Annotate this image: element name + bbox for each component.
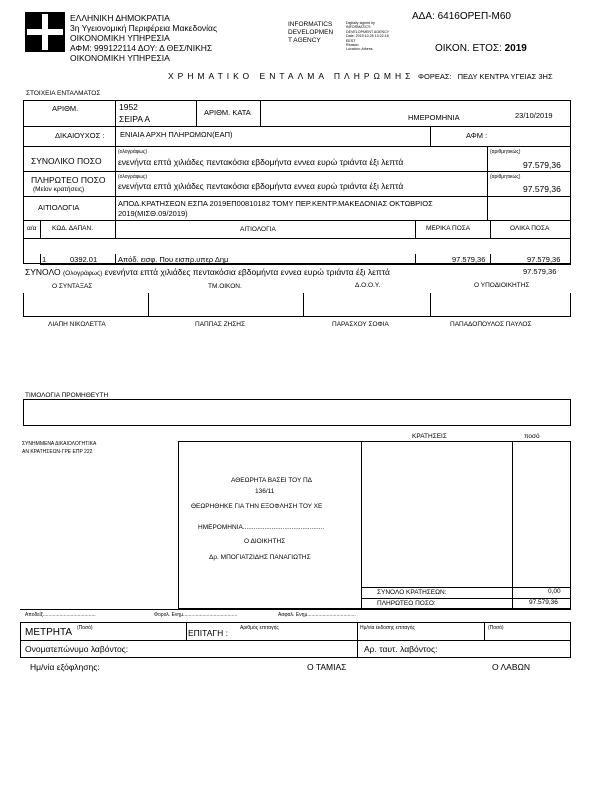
- row-total: 97.579,36: [527, 255, 561, 264]
- year-field: [435, 43, 527, 54]
- aitiologia-line: ΑΠΟΔ.ΚΡΑΤΗΣΕΩΝ ΕΣΠΑ 2019ΕΠ00810182 ΤΟΜΥ ΠΕΡ.ΚΕΝΤΡ.ΜΑΚΕΔΟΝΙΑΣ ΟΚΤΩΒΡΙΟΣ: [118, 199, 433, 208]
- epitagi-label: ΕΠΙΤΑΓΗ :: [188, 628, 228, 638]
- apodeixeis-line: Αποδείξ......................................: [25, 612, 96, 618]
- pliroteo-value: 97.579,36: [529, 599, 558, 606]
- date-label: ΗΜΕΡΟΜΗΝΙΑ: [408, 113, 460, 122]
- col-header-partial: ΜΕΡΙΚΑ ΠΟΣΑ: [426, 225, 471, 232]
- metrita-label: ΜΕΤΡΗΤΑ: [25, 627, 73, 638]
- synoliko-label: ΣΥΝΟΛΙΚΟ ΠΟΣΟ: [31, 156, 102, 166]
- signer-line: INFORMATICS: [288, 21, 333, 28]
- imnia-ekdosis-label: Ημ/νία έκδοσης επιταγής: [360, 625, 415, 631]
- approval-line: ΑΘΕΩΡΗΤΑ ΒΑΣΕΙ ΤΟΥ ΠΔ: [231, 477, 313, 484]
- name-doou: ΠΑΡΑΣΧΟΥ ΣΟΦΙΑ: [332, 321, 389, 328]
- pliroteo-digits: 97.579,36: [523, 184, 561, 194]
- ada-value: 6416ΟΡΕΠ-Μ60: [437, 11, 511, 22]
- date-value: 23/10/2019: [515, 111, 553, 120]
- attached-line: ΑΝ ΚΡΑΤΗΣΕΩΝ-ΓΡΕ ΕΠΡ 222: [22, 449, 93, 455]
- role-syntaxas: Ο ΣΥΝΤΑΞΑΣ: [52, 283, 93, 290]
- afm-label: ΑΦΜ :: [466, 131, 488, 140]
- signer-block: [288, 21, 333, 45]
- synoliko-words: ενενήντα επτά χιλιάδες πεντακόσια εβδομήντα εννεα ευρώ τριάντα έξι λεπτά: [118, 157, 404, 167]
- total-words-label: (Ολογράφως): [63, 270, 103, 277]
- in-words-label: (ολογράφως): [118, 174, 148, 180]
- ada-field: [412, 11, 511, 22]
- approval-line: 136/11: [255, 488, 275, 495]
- name-ypodioikitis: ΠΑΠΑΔΟΠΟΥΛΟΣ ΠΑΥΛΟΣ: [450, 321, 532, 328]
- org-line: ΕΛΛΗΝΙΚΗ ΔΗΜΟΚΡΑΤΙΑ: [70, 13, 170, 23]
- greek-emblem-icon: [25, 12, 65, 52]
- total-label: ΣΥΝΟΛΟ: [25, 267, 61, 277]
- epitagi-poso-label: (Ποσό): [488, 625, 504, 631]
- timologia-box: [23, 399, 571, 426]
- aitiologia-line: 2019(ΜΙΣΘ.09/2019): [118, 209, 188, 218]
- kratiseis-label: ΚΡΑΤΗΣΕΙΣ: [412, 433, 447, 440]
- foreas-field: [418, 72, 553, 81]
- onomat-label: Ονοματεπώνυμο λαβόντος:: [25, 644, 129, 654]
- row-partial: 97.579,36: [452, 255, 486, 264]
- arith-value: 1952: [119, 102, 138, 112]
- name-syntaxas: ΛΙΑΠΗ ΝΙΚΟΛΕΤΤΑ: [48, 321, 106, 328]
- dioikitis-name: Δρ. ΜΠΟΓΙΑΤΖΙΔΗΣ ΠΑΝΑΓΙΩΤΗΣ: [209, 554, 311, 561]
- role-tmoikon: ΤΜ.ΟΙΚΟΝ.: [208, 283, 242, 290]
- org-line: ΟΙΚΟΝΟΜΙΚΗ ΥΠΗΡΕΣΙΑ: [70, 53, 170, 63]
- name-tmoikon: ΠΑΠΠΑΣ ΖΗΣΗΣ: [195, 321, 245, 328]
- attached-docs: [22, 440, 96, 456]
- dikaiouxos-label: ΔΙΚΑΙΟΥΧΟΣ :: [55, 131, 105, 140]
- org-line: 3η Υγειονομική Περιφέρεια Μακεδονίας: [70, 23, 218, 33]
- in-words-label: (ολογράφως): [118, 149, 148, 155]
- col-header-code: ΚΩΔ. ΔΑΠΑΝ.: [52, 225, 93, 232]
- foreas-label: ΦΟΡΕΑΣ:: [418, 72, 452, 81]
- total-words: ενενήντα επτά χιλιάδες πεντακόσια εβδομήντα εννεα ευρώ τριάντα έξι λεπτά: [104, 267, 390, 277]
- minus-kratiseis-label: (Μείον κρατήσεις): [33, 186, 85, 193]
- document-title: ΧΡΗΜΑΤΙΚΟ ΕΝΤΑΛΜΑ ΠΛΗΡΩΜΗΣ: [168, 71, 415, 81]
- col-header-total: ΟΛΙΚΑ ΠΟΣΑ: [510, 225, 550, 232]
- lavon-label: Ο ΛΑΒΩΝ: [492, 662, 531, 672]
- timologia-label: ΤΙΜΟΛΟΓΙΑ ΠΡΟΜΗΘΕΥΤΗ: [25, 392, 109, 399]
- signature-line: DEVELOPMENT AGENCY: [346, 29, 390, 34]
- arith-label: ΑΡΙΘΜ.: [52, 104, 79, 113]
- dioikitis-label: Ο ΔΙΟΙΚΗΤΗΣ: [244, 538, 286, 545]
- asfal-line: Ασφαλ. Ενημ...................................: [278, 612, 356, 618]
- signature-line: Reason:: [346, 43, 360, 48]
- ada-label: ΑΔΑ:: [412, 11, 435, 22]
- approval-line: ΘΕΩΡΗΘΗΚΕ ΓΙΑ ΤΗΝ ΕΞΟΦΛΗΣΗ ΤΟΥ ΧΕ: [191, 503, 323, 510]
- foral-line: Φορολ. Ενημ.......................................: [154, 612, 238, 618]
- signature-line: INFORMATICS: [346, 25, 371, 30]
- year-value: 2019: [504, 43, 527, 54]
- aitiologia-label: ΑΙΤΙΟΛΟΓΙΑ: [38, 203, 80, 212]
- total-value: 97.579,36: [523, 267, 557, 276]
- foreas-value: ΠΕΔΥ ΚΕΝΤΡΑ ΥΓΕΙΑΣ 3ΗΣ: [457, 72, 553, 81]
- col-header-aitiologia: ΑΙΤΙΟΛΟΓΙΑ: [240, 226, 276, 233]
- signature-line: Date: 2019.10.28 13:22:18: [346, 34, 389, 39]
- tamias-label: Ο ΤΑΜΙΑΣ: [307, 662, 347, 672]
- in-digits-label: (αριθμητικώς): [490, 149, 521, 155]
- imnia-exoflisis-label: Ημ/νία εξόφλησης:: [30, 662, 100, 672]
- pliroteo-label: ΠΛΗΡΩΤΕΟ ΠΟΣΟ:: [377, 600, 436, 607]
- role-doou: Δ.Ο.Ο.Υ.: [355, 282, 381, 289]
- total-row: [25, 267, 390, 277]
- row-code: 0392.01: [70, 255, 98, 264]
- aitiologia-text: [118, 199, 433, 219]
- role-ypodioikitis: Ο ΥΠΟΔΙΟΙΚΗΤΗΣ: [474, 282, 530, 289]
- col-header-aa: α/α: [27, 225, 37, 232]
- section-label: ΣΤΟΙΧΕΙΑ ΕΝΤΑΛΜΑΤΟΣ: [26, 90, 101, 97]
- imerominia-line: ΗΜΕΡΟΜΗΝΙΑ.............................................: [198, 524, 325, 531]
- poso-label: ποσό: [524, 433, 540, 440]
- synolo-kratiseon-label: ΣΥΝΟΛΟ ΚΡΑΤΗΣΕΩΝ:: [377, 589, 447, 596]
- attached-line: ΣΥΝΗΜΜΕΝΑ ΔΙΚΑΙΟΛΟΓΗΤΙΚΑ: [22, 441, 97, 447]
- signature-line: EEST: [346, 38, 356, 43]
- pliroteo-label: ΠΛΗΡΩΤΕΟ ΠΟΣΟ: [31, 175, 106, 185]
- metrita-poso-label: (Ποσό): [77, 625, 93, 631]
- signer-line: T AGENCY: [288, 37, 321, 44]
- year-label: ΟΙΚΟΝ. ΕΤΟΣ:: [435, 43, 502, 54]
- dikaiouxos-value: ΕΝΙΑΙΑ ΑΡΧΗ ΠΛΗΡΩΜΩΝ(ΕΑΠ): [120, 130, 233, 139]
- org-line: ΑΦΜ: 999122114 ΔΟΥ: Δ ΘΕΣ/ΝΙΚΗΣ: [70, 43, 213, 53]
- ar-taut-label: Αρ. ταυτ. λαβόντος:: [364, 644, 438, 654]
- digital-signature-block: [346, 21, 389, 52]
- synolo-kratiseon-value: 0,00: [548, 588, 561, 595]
- signer-line: DEVELOPMEN: [288, 29, 334, 36]
- org-line: ΟΙΚΟΝΟΜΙΚΗ ΥΠΗΡΕΣΙΑ: [70, 33, 170, 43]
- arith-epitagis-label: Αριθμός επιταγής: [240, 625, 279, 631]
- seira-value: ΣΕΙΡΑ Α: [119, 114, 151, 124]
- signature-line: Location: Athens: [346, 47, 373, 52]
- row-aa: 1: [42, 255, 47, 264]
- row-desc: Απόδ. εισφ. Που εισπρ.υπερ Δημ: [118, 255, 229, 264]
- org-block: [70, 13, 217, 63]
- arith-kata-label: ΑΡΙΘΜ. ΚΑΤΑ: [204, 108, 251, 117]
- signature-line: Digitally signed by: [346, 21, 375, 25]
- in-digits-label: (αριθμητικώς): [490, 174, 521, 180]
- pliroteo-words: ενενήντα επτά χιλιάδες πεντακόσια εβδομήντα εννεα ευρώ τριάντα έξι λεπτά: [118, 181, 404, 191]
- synoliko-digits: 97.579,36: [523, 160, 561, 170]
